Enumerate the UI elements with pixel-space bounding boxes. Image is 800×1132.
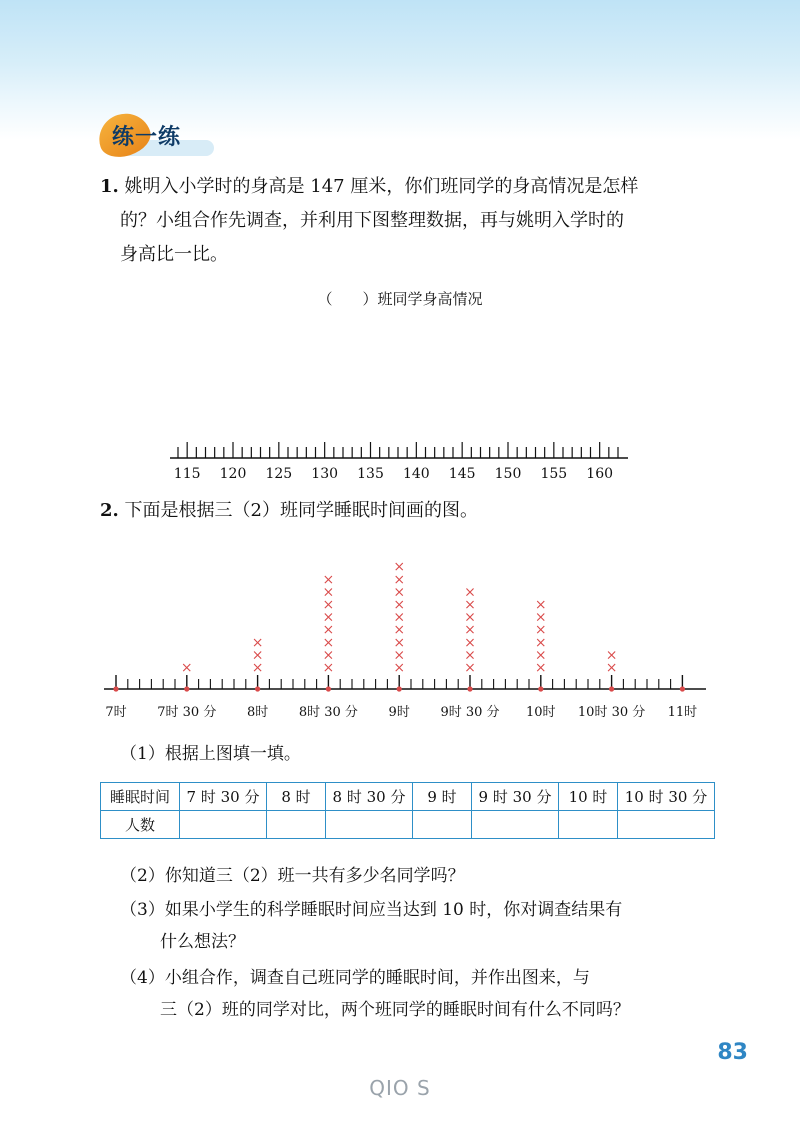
page-number: 83	[717, 1040, 748, 1065]
x-marker: ×	[322, 584, 335, 601]
tick-label: 155	[540, 466, 568, 482]
tick-label: 120	[219, 466, 247, 482]
x-marker: ×	[393, 584, 406, 601]
x-marker: ×	[464, 647, 476, 664]
x-marker: ×	[251, 634, 264, 651]
question-2-part-3-line-2: 什么想法？	[160, 932, 245, 952]
table-cell: 8 时	[267, 783, 326, 811]
tick-dot	[538, 686, 543, 691]
tick-dot	[397, 686, 402, 691]
question-2-part-4-line-1: （4）小组合作，调查自己班同学的睡眠时间，并作出图来，与	[120, 968, 590, 988]
answer-cell[interactable]	[618, 811, 715, 839]
tick-label: 7时	[105, 705, 127, 720]
tick-label: 8时	[246, 705, 269, 720]
x-marker: ×	[534, 597, 547, 613]
x-marker: ×	[534, 647, 547, 664]
question-2	[100, 494, 478, 528]
x-marker: ×	[464, 634, 476, 651]
table-cell: 10 时 30 分	[618, 783, 715, 811]
x-marker: ×	[180, 660, 193, 676]
section-badge	[98, 108, 218, 160]
section-title: 练一练	[112, 125, 182, 150]
table-cell: 睡眠时间	[101, 783, 180, 811]
table-cell: 人数	[101, 811, 180, 839]
table-cell: 10 时	[559, 783, 618, 811]
question-2-part-1: （1）根据上图填一填。	[120, 744, 301, 764]
x-marker: ×	[251, 660, 264, 676]
question-1	[100, 170, 638, 204]
question-1-number: 1.	[100, 176, 119, 197]
tick-dot	[113, 686, 118, 691]
x-marker: ×	[393, 634, 406, 651]
tick-dot	[609, 686, 614, 691]
tick-label: 10时 30 分	[577, 705, 646, 720]
x-marker: ×	[393, 660, 406, 676]
question-2-part-2: （2）你知道三（2）班一共有多少名同学吗？	[120, 866, 465, 886]
question-1-line-3: 身高比一比。	[120, 244, 228, 265]
chart-1-caption-blank: （ ）	[317, 290, 378, 308]
tick-label: 130	[311, 466, 339, 482]
table-cell: 9 时 30 分	[472, 783, 559, 811]
tick-label: 9时	[388, 705, 410, 720]
table-row-sleep-time	[101, 783, 715, 811]
x-marker: ×	[322, 660, 335, 676]
x-marker: ×	[322, 634, 335, 651]
answer-cell[interactable]	[413, 811, 472, 839]
sleep-time-line-plot	[0, 540, 800, 730]
fill-in-table	[100, 782, 715, 839]
tick-label: 135	[357, 466, 384, 482]
tick-label: 150	[494, 466, 522, 482]
x-marker: ×	[534, 609, 547, 626]
chart-1-caption-text: 班同学身高情况	[377, 290, 483, 308]
x-marker: ×	[464, 660, 476, 676]
tick-label: 115	[173, 466, 201, 482]
table-cell: 7 时 30 分	[180, 783, 267, 811]
x-marker: ×	[534, 622, 547, 639]
tick-label: 10时	[526, 705, 556, 720]
watermark: QIO S	[369, 1076, 431, 1100]
chart-1-caption	[0, 288, 800, 309]
x-marker: ×	[322, 571, 335, 588]
tick-label: 7时 30 分	[157, 705, 217, 720]
answer-cell[interactable]	[326, 811, 413, 839]
tick-dot	[680, 686, 685, 691]
question-2-number: 2.	[100, 500, 119, 521]
x-marker: ×	[322, 609, 335, 626]
question-2-text: 下面是根据三（2）班同学睡眠时间画的图。	[124, 500, 478, 521]
tick-label: 8时 30 分	[298, 705, 358, 720]
height-number-line-chart	[0, 400, 800, 490]
x-marker: ×	[464, 609, 476, 626]
tick-dot	[255, 686, 260, 691]
x-marker: ×	[464, 597, 476, 613]
x-marker: ×	[393, 647, 406, 664]
x-marker: ×	[464, 584, 476, 601]
x-marker: ×	[393, 559, 406, 576]
x-marker: ×	[534, 634, 547, 651]
x-marker: ×	[605, 660, 618, 676]
tick-label: 9时 30 分	[440, 705, 500, 720]
answer-cell[interactable]	[559, 811, 618, 839]
tick-label: 125	[265, 466, 293, 482]
x-marker: ×	[393, 597, 406, 613]
question-2-part-4-line-2: 三（2）班的同学对比，两个班同学的睡眠时间有什么不同吗？	[160, 1000, 630, 1020]
x-marker: ×	[322, 647, 335, 664]
x-marker: ×	[393, 571, 406, 588]
x-marker: ×	[534, 660, 547, 676]
answer-cell[interactable]	[472, 811, 559, 839]
tick-dot	[184, 686, 189, 691]
x-marker: ×	[251, 647, 264, 664]
x-marker: ×	[322, 597, 335, 613]
tick-label: 145	[448, 466, 476, 482]
question-1-line-2: 的？小组合作先调查，并利用下图整理数据，再与姚明入学时的	[120, 210, 624, 231]
x-marker: ×	[605, 647, 618, 664]
x-marker: ×	[393, 622, 406, 639]
x-marker: ×	[322, 622, 335, 639]
question-2-part-3-line-1: （3）如果小学生的科学睡眠时间应当达到 10 时，你对调查结果有	[120, 900, 623, 920]
tick-label: 160	[586, 466, 614, 482]
table-cell: 9 时	[413, 783, 472, 811]
answer-cell[interactable]	[180, 811, 267, 839]
tick-label: 140	[402, 466, 430, 482]
x-marker: ×	[464, 622, 476, 639]
x-marker: ×	[393, 609, 406, 626]
table-row-count	[101, 811, 715, 839]
tick-dot	[467, 686, 472, 691]
tick-label: 11时	[667, 705, 698, 720]
table-cell: 8 时 30 分	[326, 783, 413, 811]
question-1-line-1: 姚明入小学时的身高是 147 厘米，你们班同学的身高情况是怎样	[124, 176, 639, 197]
answer-cell[interactable]	[267, 811, 326, 839]
tick-dot	[326, 686, 331, 691]
